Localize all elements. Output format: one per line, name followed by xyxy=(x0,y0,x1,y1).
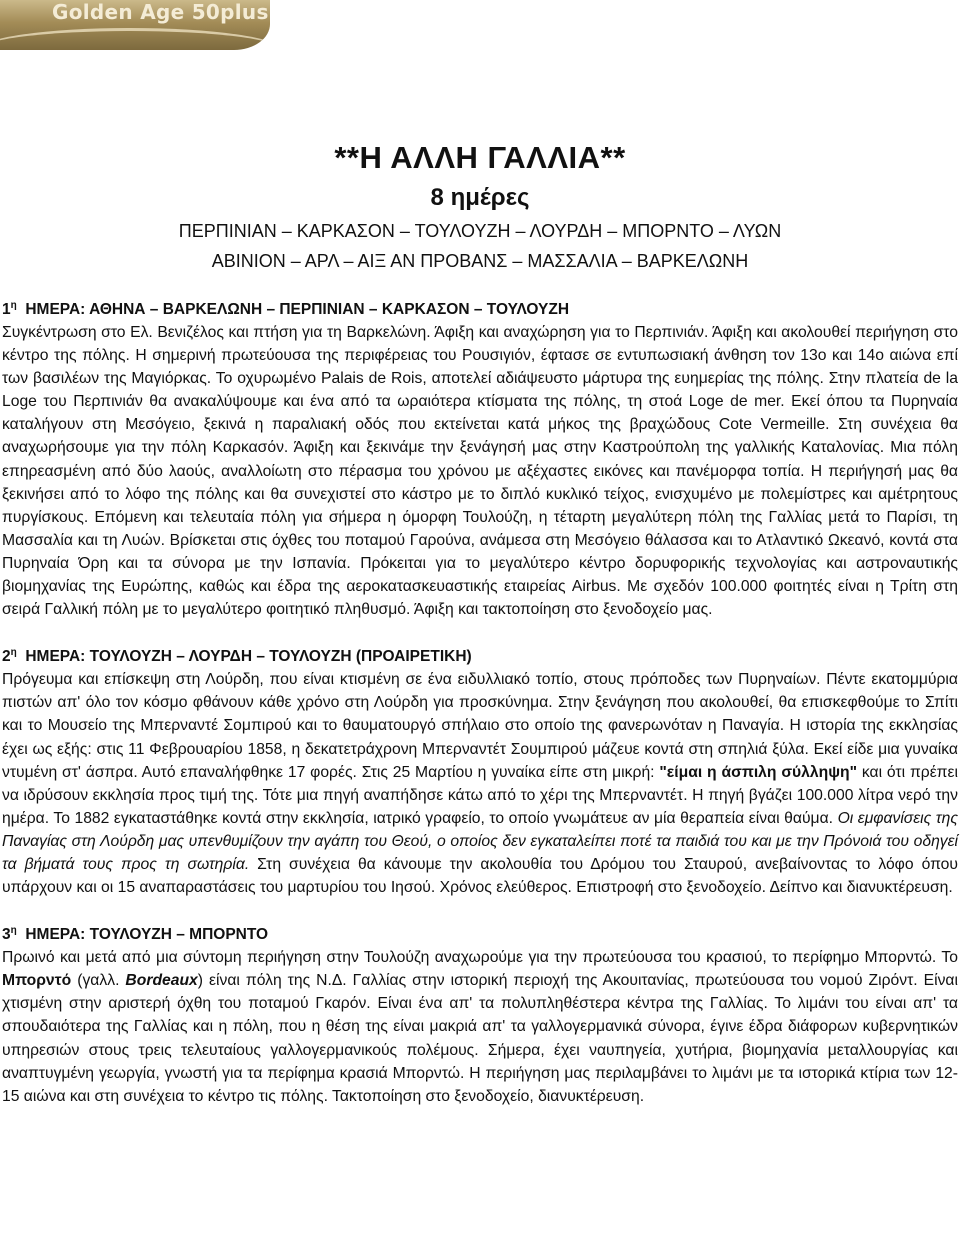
text-segment: Πρόγευμα και επίσκεψη στη Λούρδη, που είναι κτισμένη σε ένα ειδυλλιακό τοπίο, στους πρόποδες των Πυρηναίων. Πέντε εκατομμύρια πιστών απ' όλο τον κόσμο φθάνουν κάθε χρόνο στη Λούρδη για προσκύνημα. Στην ξενάγηση που ακολουθεί, θα επισκεφθούμε το Σπίτι και το Μουσείο της Μπερναντέ Σομπιρού και το θαυματουργό σπήλαιο στο οποίο της φανερωνόταν η Παναγία. Η ιστορία της εκκλησίας έχει ως εξής: στις 11 Φεβρουαρίου 1858, η δεκατετράχρονη Μπερναντέτ Σουμπιρού μάζευε κοντά στη σπηλιά ξύλα. Εκεί είδε μια γυναίκα ντυμένη στ' άσπρα. Αυτό επαναλήφθηκε 17 φορές. Στις 25 Μαρτίου η γυναίκα είπε στη μικρή: xyxy=(2,671,958,781)
city-name-bold: Μπορντό xyxy=(2,972,72,990)
day-heading xyxy=(2,919,958,946)
day-description xyxy=(2,946,958,1108)
text-segment: ) είναι πόλη της Ν.Δ. Γαλλίας στην ιστορική περιοχή της Ακουιτανίας, πρωτεύουσα του νομού Ζιρόντ. Είναι χτισμένη στην αριστερή όχθη του ποταμού Γκαρόν. Είναι ένα απ' τα πολυπληθέστερα κέντρα της Γαλλίας. Το λιμάνι του είναι απ' τα σπουδαιότερα της Γαλλίας και η πόλη, που η θέση της είναι μακριά απ' τα γαλλογερμανικά σύνορα, έγινε έδρα διάφορων κυβερνητικών υπηρεσιών στους τρεις τελευταίους γαλλογερμανικούς πολέμους. Σήμερα, έχει ναυπηγεία, χυτήρια, βιομηχανία μεταλλουργίας και αναπτυγμένη γεωργία, γνωστή για τα περίφημα κρασιά Μπορντώ. Η περιήγηση μας περιλαμβάνει το λιμάνι με τα ιστορικά κτίρια των 12-15 αιώνα και στη συνέχεια το κέντρο τις πόλης. Τακτοποίηση στο ξενοδοχείο, διανυκτέρευση. xyxy=(2,972,958,1105)
day-number: 2 xyxy=(2,648,11,666)
tour-duration: 8 ημέρες xyxy=(430,184,530,211)
itinerary xyxy=(2,294,958,1128)
day-3 xyxy=(2,919,958,1108)
day-2 xyxy=(2,641,958,899)
company-logo xyxy=(0,0,270,50)
logo-text: Golden Age 50plus xyxy=(52,0,269,24)
day-suffix: η xyxy=(10,300,17,311)
text-segment: Στη συνέχεια θα κάνουμε την ακολουθία του Δρόμου του Σταυρού, ανεβαίνοντας το λόφο όπου υπάρχουν και οι 15 αναπαραστάσεις του μαρτυρίου του Ιησού. Χρόνος ελεύθερος. Επιστροφή στο ξενοδοχείο. Δείπνο και διανυκτέρευση. xyxy=(2,855,958,897)
logo-swoosh xyxy=(0,28,270,50)
text-segment: (γαλλ. xyxy=(71,972,126,990)
italic-passage: Οι εμφανίσεις της Παναγίας στη Λούρδη μας υπενθυμίζουν την αγάπη του Θεού, ο οποίος δεν εγκαταλείπει ποτέ τα παιδιά του και με την Πρόνοιά του οδηγεί τα βήματά τους προς τη σωτηρία. xyxy=(2,809,959,873)
day-suffix: η xyxy=(10,925,17,937)
text-segment: Πρωινό και μετά από μια σύντομη περιήγηση στην Τουλούζη αναχωρούμε για την πρωτεύουσα του κρασιού, το περίφημο Μπορντώ. Το xyxy=(2,949,958,967)
city-name-french: Bordeaux xyxy=(125,972,198,990)
day-heading xyxy=(2,294,958,321)
day-number: 3 xyxy=(2,926,11,944)
route-line-2: ΑΒΙΝΙΟΝ – ΑΡΛ – ΑΙΞ ΑΝ ΠΡΟΒΑΝΣ – ΜΑΣΣΑΛΙΑ – ΒΑΡΚΕΛΩΝΗ xyxy=(211,251,749,271)
day-number: 1 xyxy=(2,301,11,318)
day-title: ΗΜΕΡΑ: ΤΟΥΛΟΥΖΗ – ΜΠΟΡΝΤΟ xyxy=(25,926,269,944)
quote-bold: "είμαι η άσπιλη σύλληψη" xyxy=(659,763,858,781)
route-line-1: ΠΕΡΠΙΝΙΑΝ – ΚΑΡΚΑΣΟΝ – ΤΟΥΛΟΥΖΗ – ΛΟΥΡΔΗ – ΜΠΟΡΝΤΟ – ΛΥΩΝ xyxy=(178,221,782,241)
document-header xyxy=(0,136,960,276)
day-1 xyxy=(2,294,958,621)
day-description xyxy=(2,668,958,899)
text-segment: και ότι πρέπει να ιδρύσουν εκκλησία προς τιμή της. Τότε μια πηγή αναπήδησε κάτω από το χέρι της Μπερναντέτ. Η πηγή βγάζει 100.000 λίτρα νερό την ημέρα. Το 1882 εγκαταστάθηκε κοντά στην εκκλησία, ιατρικό γραφείο, το οποίο γνωμάτευε αν μία θεραπεία είναι θαύμα. xyxy=(2,763,958,827)
day-title: ΗΜΕΡΑ: ΑΘΗΝΑ – ΒΑΡΚΕΛΩΝΗ – ΠΕΡΠΙΝΙΑΝ – ΚΑΡΚΑΣΟΝ – ΤΟΥΛΟΥΖΗ xyxy=(25,301,570,318)
tour-title: **Η ΑΛΛΗ ΓΑΛΛΙΑ** xyxy=(334,140,626,175)
day-description: Συγκέντρωση στο Ελ. Βενιζέλος και πτήση για τη Βαρκελώνη. Άφιξη και αναχώρηση για το Περπινιάν. Άφιξη και ακολουθεί περιήγηση στο κέντρο της πόλης. Η σημερινή πρωτεύουσα της περιφέρειας του Ρουσιγιόν, έφτασε σε εντυπωσιακή άνθηση τον 13ο και 14ο αιώνα επί των βασιλέων της Μαγιόρκας. Το οχυρωμένο Palais de Rois, αποτελεί αδιάψευστο μάρτυρα της ευημερίας της πόλης. Στην πλατεία de la Loge του Περπινιάν θα ανακαλύψουμε και ένα από τα ωραιότερα κτίσματα της πόλης, τη στοά Loge de mer. Εκεί όπου τα Πυρηναία καταλήγουν στη Μεσόγειο, ξεκινά η παραλιακή οδός που εκτείνεται κατά μήκος της βραχώδους Cote Vermeille. Στη συνέχεια θα αναχωρήσουμε για την πόλη Καρκασόν. Άφιξη και ξεκινάμε την ξενάγησή μας στην Καστρούπολη της γαλλικής Καταλονίας. Μια πόλη επηρεασμένη από δύο λαούς, αναλλοίωτη στο πέρασμα του χρόνου με αξέχαστες εικόνες και πανέμορφα τοπία. Η περιήγησή μας θα ξεκινήσει από το λόφο της πόλης και θα συνεχιστεί στο κάστρο με το διπλό κυκλικό τείχος, ενισχυμένο με πολεμίστρες και αμέτρητους πυργίσκους. Επόμενη και τελευταία πόλη για σήμερα η όμορφη Τουλούζη, η τέταρτη μεγαλύτερη πόλη της Γαλλίας μετά το Παρίσι, τη Μασσαλία και τη Λυών. Βρίσκεται στις όχθες του ποταμού Γαρούνα, ανάμεσα στη Μεσόγειο θάλασσα και το Ατλαντικό Ωκεανό, κοντά στα Πυρηναία Όρη και τα σύνορα με την Ισπανία. Πρόκειται για το μεγαλύτερο κέντρο δορυφορικής τεχνολογίας και αστροναυτικής βιομηχανίας της Ευρώπης, καθώς και έδρα της αεροκατασκευαστικής εταιρείας Airbus. Με σχεδόν 100.000 φοιτητές είναι η Τρίτη στη σειρά Γαλλική πόλη με το μεγαλύτερο φοιτητικό πληθυσμό. Άφιξη και τακτοποίηση στο ξενοδοχείο μας. xyxy=(2,324,958,619)
day-suffix: η xyxy=(10,647,17,659)
day-title: ΗΜΕΡΑ: ΤΟΥΛΟΥΖΗ – ΛΟΥΡΔΗ – ΤΟΥΛΟΥΖΗ (ΠΡΟΑΙΡΕΤΙΚΗ) xyxy=(25,648,472,666)
day-heading xyxy=(2,641,958,668)
